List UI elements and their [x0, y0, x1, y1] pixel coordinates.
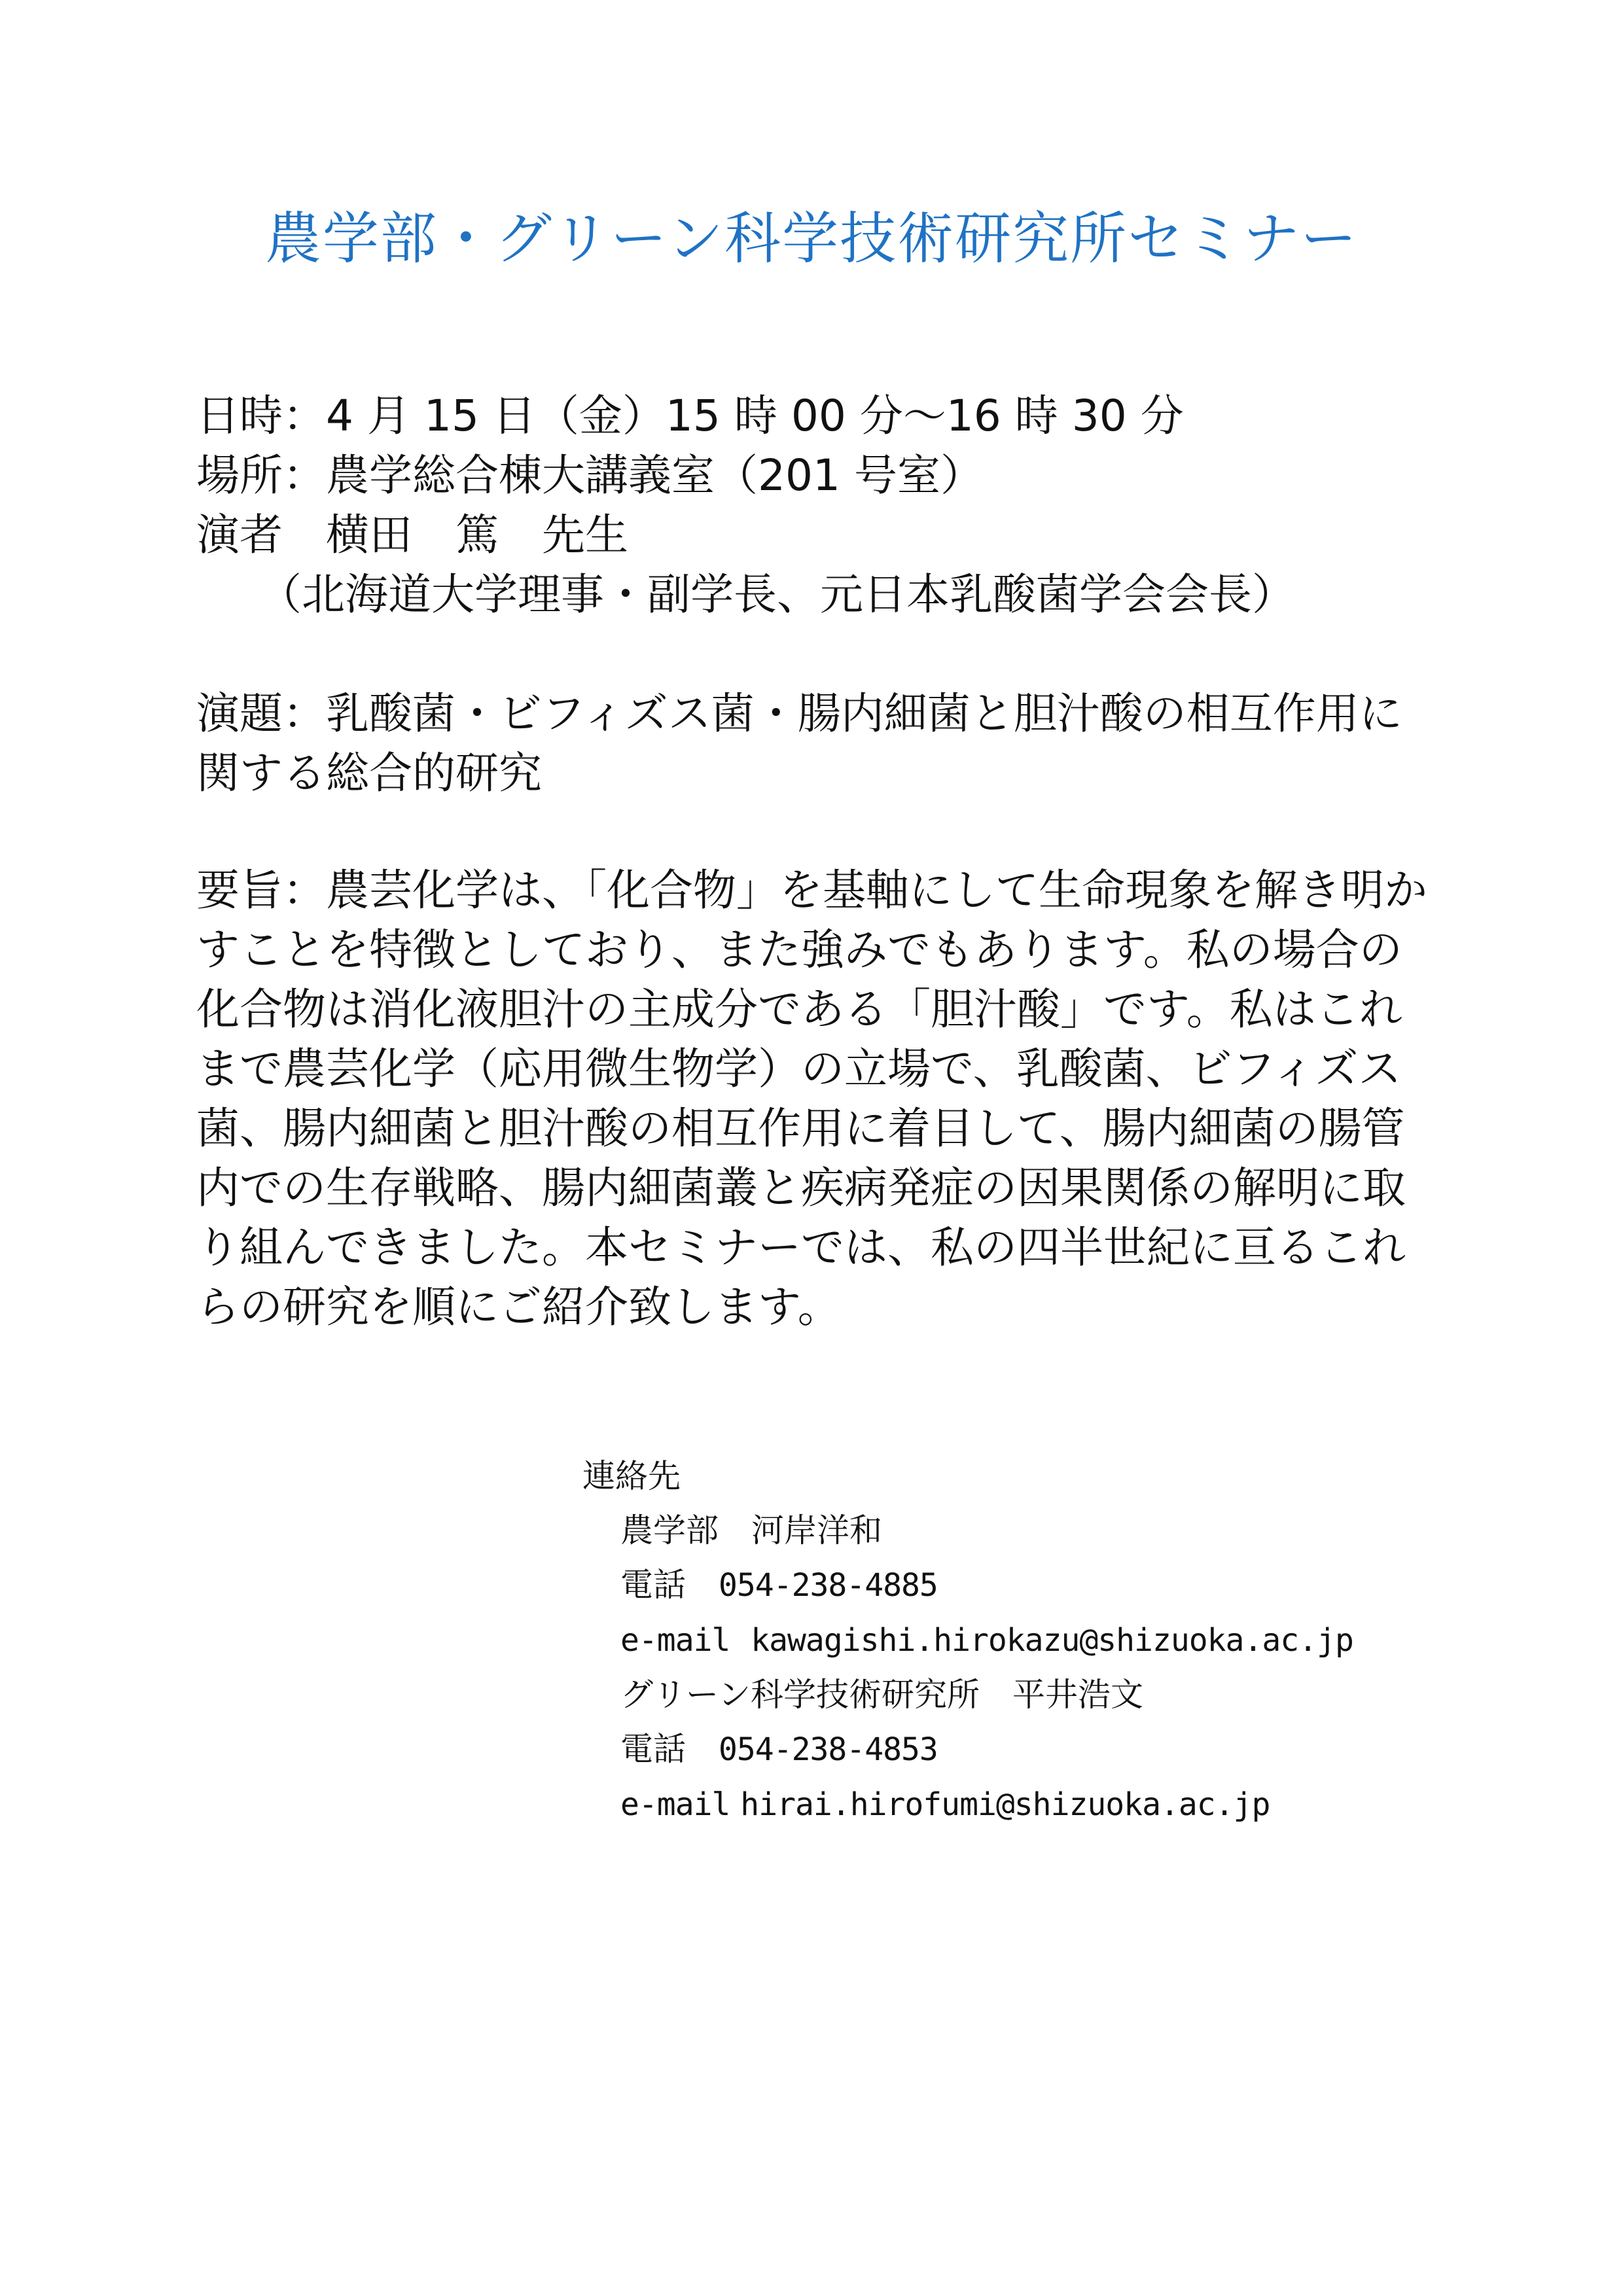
event-info: [196, 386, 1440, 624]
phone-label-2: 電話: [620, 1730, 686, 1768]
speaker-affiliation: （北海道大学理事・副学長、元日本乳酸菌学会会長）: [259, 569, 1295, 620]
email-address-1[interactable]: kawagishi.hirokazu@shizuoka.ac.jp: [751, 1622, 1353, 1659]
contact-email-2: [582, 1777, 1499, 1832]
contact-email-1: [582, 1613, 1499, 1668]
email-label-1: e-mail: [620, 1622, 730, 1659]
contact-phone-2: [582, 1722, 1499, 1777]
phone-label-1: 電話: [620, 1566, 686, 1604]
seminar-abstract: [196, 860, 1440, 1337]
contact-person-1: 農学部 河岸洋和: [620, 1511, 882, 1549]
topic-label: 演題：: [196, 688, 326, 739]
seminar-topic: [196, 684, 1440, 803]
phone-number-1: 054-238-4885: [719, 1567, 938, 1604]
contact-person-2: グリーン科学技術研究所 平井浩文: [620, 1676, 1143, 1714]
event-datetime: 日時：4 月 15 日（金）15 時 00 分～16 時 30 分: [196, 391, 1184, 441]
contact-phone-1: [582, 1558, 1499, 1613]
phone-number-2: 054-238-4853: [719, 1731, 938, 1768]
event-speaker: 演者 横田 篤 先生: [196, 510, 628, 560]
email-address-2[interactable]: hirai.hirofumi@shizuoka.ac.jp: [740, 1786, 1270, 1823]
contact-section: [582, 1449, 1499, 1832]
topic-text: 乳酸菌・ビフィズス菌・腸内細菌と胆汁酸の相互作用に関する総合的研究: [196, 688, 1402, 798]
page-title: 農学部・グリーン科学技術研究所セミナー: [264, 206, 1359, 272]
abstract-label: 要旨：: [196, 865, 326, 915]
email-label-2: e-mail: [620, 1786, 730, 1823]
event-venue: 場所：農学総合棟大講義室（201 号室）: [196, 450, 984, 501]
abstract-text: 農芸化学は、「化合物」を基軸にして生命現象を解き明かすことを特徴としており、また強みでもあります。私の場合の化合物は消化液胆汁の主成分である「胆汁酸」です。私はこれまで農芸化学（応用微生物学）の立場で、乳酸菌、ビフィズス菌、腸内細菌と胆汁酸の相互作用に着目して、腸内細菌の腸管内での生存戦略、腸内細菌叢と疾病発症の因果関係の解明に取り組んできました。本セミナーでは、私の四半世紀に亘るこれらの研究を順にご紹介致します。: [196, 865, 1427, 1332]
contact-heading: 連絡先: [582, 1457, 681, 1495]
